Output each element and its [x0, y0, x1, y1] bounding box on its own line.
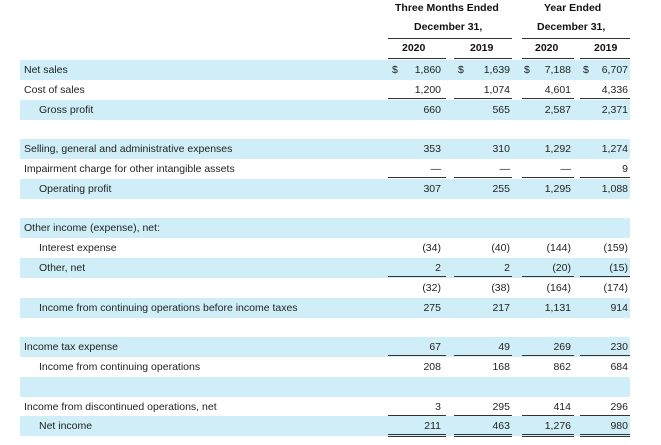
row-label: Net income — [39, 420, 93, 433]
col-year-q-2019: 2019 — [470, 42, 494, 54]
subtotal-rule — [522, 98, 574, 99]
value-cell: 296 — [610, 400, 628, 413]
value-cell: (32) — [422, 281, 441, 294]
table-row — [20, 357, 630, 377]
row-label: Income tax expense — [24, 341, 118, 354]
table-row — [20, 60, 630, 80]
value-cell: 463 — [492, 420, 510, 433]
row-label: Cost of sales — [24, 83, 85, 96]
subtotal-rule — [454, 355, 512, 356]
subtotal-rule — [388, 355, 446, 356]
value-cell: 208 — [423, 361, 441, 373]
table-row — [20, 139, 630, 159]
value-cell: 565 — [492, 103, 510, 116]
subtotal-rule — [580, 415, 630, 416]
value-cell: 230 — [610, 341, 628, 354]
value-cell: 1,074 — [483, 83, 510, 96]
value-cell: 684 — [610, 361, 628, 373]
value-cell: (144) — [546, 242, 571, 255]
subtotal-rule — [522, 355, 574, 356]
value-cell: 862 — [553, 361, 571, 373]
value-cell: 1,639 — [483, 64, 510, 76]
table-row — [20, 238, 630, 258]
value-cell: 168 — [492, 361, 510, 373]
subtotal-rule — [580, 177, 630, 178]
subtotal-rule — [388, 98, 446, 99]
three-months-header: Three Months Ended — [395, 2, 499, 14]
value-cell: (38) — [491, 281, 510, 294]
value-cell: (20) — [552, 262, 571, 274]
value-cell: 414 — [553, 400, 571, 413]
subtotal-rule — [580, 355, 630, 356]
value-cell: 2,371 — [601, 103, 628, 116]
value-cell: 660 — [423, 103, 441, 116]
row-label: Impairment charge for other intangible assets — [24, 163, 235, 175]
value-cell: 295 — [492, 400, 510, 413]
value-cell: 255 — [492, 182, 510, 195]
value-cell: 2 — [435, 262, 441, 274]
year-ended-subheader: December 31, — [537, 21, 606, 33]
table-row — [20, 100, 630, 120]
table-row — [20, 80, 630, 100]
row-label: Income from continuing operations before income taxes — [39, 301, 298, 314]
value-cell: (159) — [603, 242, 628, 255]
value-cell: (15) — [609, 262, 628, 274]
value-cell: 9 — [622, 163, 628, 175]
value-cell: 67 — [429, 341, 441, 354]
value-cell: 353 — [423, 143, 441, 156]
spacer-row — [20, 377, 630, 397]
total-double-rule — [580, 434, 630, 437]
value-cell: — — [430, 163, 441, 175]
value-cell: 1,295 — [544, 182, 571, 195]
currency-symbol: $ — [583, 64, 589, 76]
value-cell: 310 — [492, 143, 510, 156]
header-rule — [580, 58, 630, 59]
value-cell: 3 — [435, 400, 441, 413]
subtotal-rule — [580, 98, 630, 99]
subtotal-rule — [522, 276, 574, 277]
col-year-y-2019: 2019 — [594, 42, 618, 54]
spacer-row — [20, 119, 630, 139]
value-cell: 1,088 — [601, 182, 628, 195]
header-rule — [388, 38, 512, 39]
value-cell: 275 — [423, 301, 441, 314]
header-rule — [522, 38, 630, 39]
col-year-q-2020: 2020 — [402, 42, 426, 54]
subtotal-rule — [388, 415, 446, 416]
three-months-subheader: December 31, — [414, 21, 483, 33]
row-label: Other income (expense), net: — [24, 222, 160, 235]
value-cell: 307 — [423, 182, 441, 195]
header-rule — [388, 58, 446, 59]
subtotal-rule — [580, 276, 630, 277]
subtotal-rule — [388, 177, 446, 178]
subtotal-rule — [454, 415, 512, 416]
value-cell: 6,707 — [601, 64, 628, 76]
value-cell: 2,587 — [544, 103, 571, 116]
year-ended-header: Year Ended — [544, 2, 602, 14]
value-cell: 1,860 — [414, 64, 441, 76]
col-year-y-2020: 2020 — [535, 42, 559, 54]
value-cell: 4,601 — [544, 83, 571, 96]
table-row — [20, 298, 630, 318]
table-row — [20, 159, 630, 179]
total-double-rule — [522, 434, 574, 437]
value-cell: — — [499, 163, 510, 175]
value-cell: 269 — [553, 341, 571, 354]
table-row — [20, 179, 630, 199]
subtotal-rule — [454, 177, 512, 178]
row-label: Income from discontinued operations, net — [24, 400, 217, 413]
total-double-rule — [388, 434, 446, 437]
value-cell: 1,131 — [544, 301, 571, 314]
subtotal-rule — [454, 98, 512, 99]
value-cell: 1,276 — [544, 420, 571, 433]
subtotal-rule — [522, 415, 574, 416]
table-row — [20, 258, 630, 278]
value-cell: 211 — [424, 420, 441, 433]
value-cell: (174) — [603, 281, 628, 294]
value-cell: (40) — [491, 242, 510, 255]
row-label: Other, net — [39, 262, 86, 274]
row-label: Interest expense — [39, 242, 117, 255]
row-label: Gross profit — [39, 103, 94, 116]
subtotal-rule — [388, 276, 446, 277]
row-label: Operating profit — [39, 182, 112, 195]
table-row — [20, 218, 630, 238]
currency-symbol: $ — [524, 64, 530, 76]
value-cell: 914 — [610, 301, 628, 314]
value-cell: 4,336 — [601, 83, 628, 96]
total-double-rule — [454, 434, 512, 437]
row-label: Selling, general and administrative expenses — [24, 143, 233, 156]
value-cell: — — [560, 163, 571, 175]
subtotal-rule — [522, 177, 574, 178]
spacer-row — [20, 199, 630, 219]
value-cell: 1,200 — [414, 83, 441, 96]
value-cell: 980 — [610, 420, 628, 433]
currency-symbol: $ — [458, 64, 464, 76]
value-cell: (164) — [546, 281, 571, 294]
header-rule — [522, 58, 574, 59]
row-label: Net sales — [24, 64, 68, 76]
value-cell: 1,274 — [601, 143, 628, 156]
subtotal-rule — [454, 276, 512, 277]
table-row — [20, 397, 630, 417]
row-label: Income from continuing operations — [39, 361, 201, 373]
value-cell: 217 — [492, 301, 510, 314]
value-cell: 1,292 — [544, 143, 571, 156]
value-cell: 49 — [498, 341, 510, 354]
currency-symbol: $ — [392, 64, 398, 76]
value-cell: (34) — [422, 242, 441, 255]
spacer-row — [20, 278, 630, 298]
value-cell: 7,188 — [544, 64, 571, 76]
header-rule — [454, 58, 512, 59]
value-cell: 2 — [504, 262, 510, 274]
spacer-row — [20, 317, 630, 337]
